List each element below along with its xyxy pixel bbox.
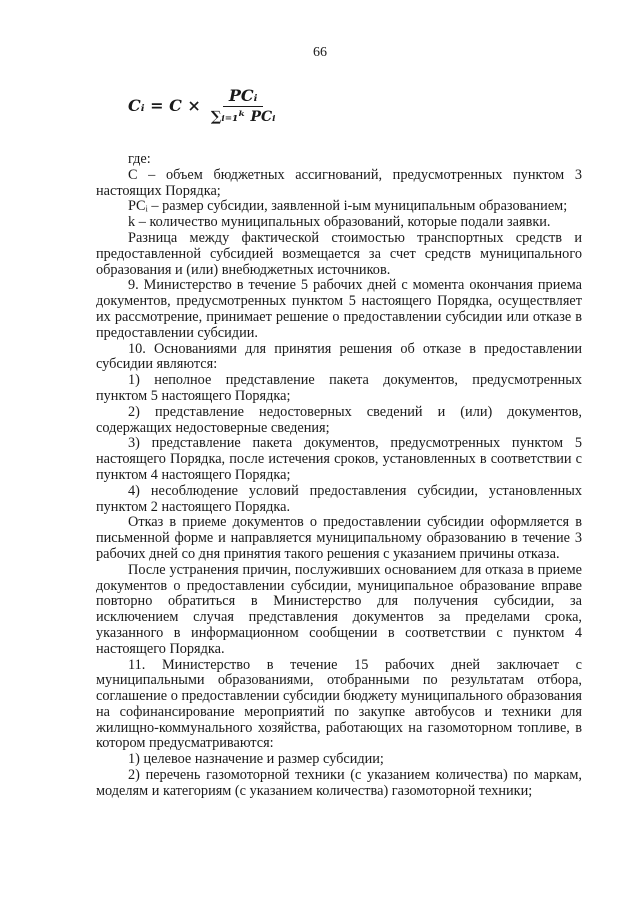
paragraph: PCᵢ – размер субсидии, заявленной i-ым муниципальным образованием; <box>128 198 568 215</box>
paragraph: 1) целевое назначение и размер субсидии; <box>128 751 384 768</box>
formula-lhs: Cᵢ = C × <box>128 96 201 115</box>
paragraph: k – количество муниципальных образований, которые подали заявки. <box>128 214 551 231</box>
formula-fraction <box>211 86 276 125</box>
paragraph: После устранения причин, послуживших основанием для отказа в приеме документов о предоставлении субсидии, муниципальное образование вправе повторно обратиться в Министерство для получения субсидии, за исключением случая представления документов за пределами срока, указанного в информационном сообщении в соответствии с пунктом 4 настоящего Порядка. <box>96 561 582 657</box>
paragraph: 2) представление недостоверных сведений и (или) документов, содержащих недостоверные сведения; <box>96 403 582 436</box>
subsidy-formula <box>128 86 275 125</box>
paragraph: С – объем бюджетных ассигнований, предусмотренных пунктом 3 настоящих Порядка; <box>96 166 582 199</box>
formula-numerator: PCᵢ <box>223 86 264 107</box>
paragraph: Разница между фактической стоимостью транспортных средств и предоставленной субсидией возмещается за счет средств муниципального образования и (или) внебюджетных источников. <box>96 229 582 278</box>
paragraph: где: <box>128 151 151 167</box>
paragraph: 1) неполное представление пакета документов, предусмотренных пунктом 5 настоящего Порядка; <box>96 372 582 404</box>
paragraph: 9. Министерство в течение 5 рабочих дней с момента окончания приема документов, предусмотренных пунктом 5 настоящего Порядка, осуществляет их рассмотрение, принимает решение о предоставлении субсидии или отказе в предоставлении субсидии. <box>96 277 582 341</box>
paragraph: 4) несоблюдение условий предоставления субсидии, установленных пунктом 2 настоящего Порядка. <box>96 482 582 515</box>
page-number: 66 <box>313 45 327 60</box>
paragraph: 3) представление пакета документов, предусмотренных пунктом 5 настоящего Порядка, после истечения сроков, установленных в соответствии с пунктом 4 настоящего Порядка; <box>96 435 582 483</box>
paragraph: 11. Министерство в течение 15 рабочих дней заключает с муниципальными образованиями, отобранными по результатам отбора, соглашение о предоставлении субсидии бюджету муниципального образования на софинансирование мероприятий по закупке автобусов и техники для жилищно-коммунального хозяйства, работающих на газомоторном топливе, в котором предусматриваются: <box>96 656 582 752</box>
paragraph: 10. Основаниями для принятия решения об отказе в предоставлении субсидии являются: <box>96 340 582 373</box>
body-text <box>96 152 582 800</box>
paragraph: 2) перечень газомоторной техники (с указанием количества) по маркам, моделям и категориям (с указанием количества) газомоторной техники; <box>96 767 582 799</box>
formula-denominator: ∑ᵢ₌₁ᵏ PCᵢ <box>210 109 276 125</box>
paragraph: Отказ в приеме документов о предоставлении субсидии оформляется в письменной форме и направляется муниципальному образованию в течение 3 рабочих дней со дня принятия такого решения с указанием причины отказа. <box>96 514 582 562</box>
